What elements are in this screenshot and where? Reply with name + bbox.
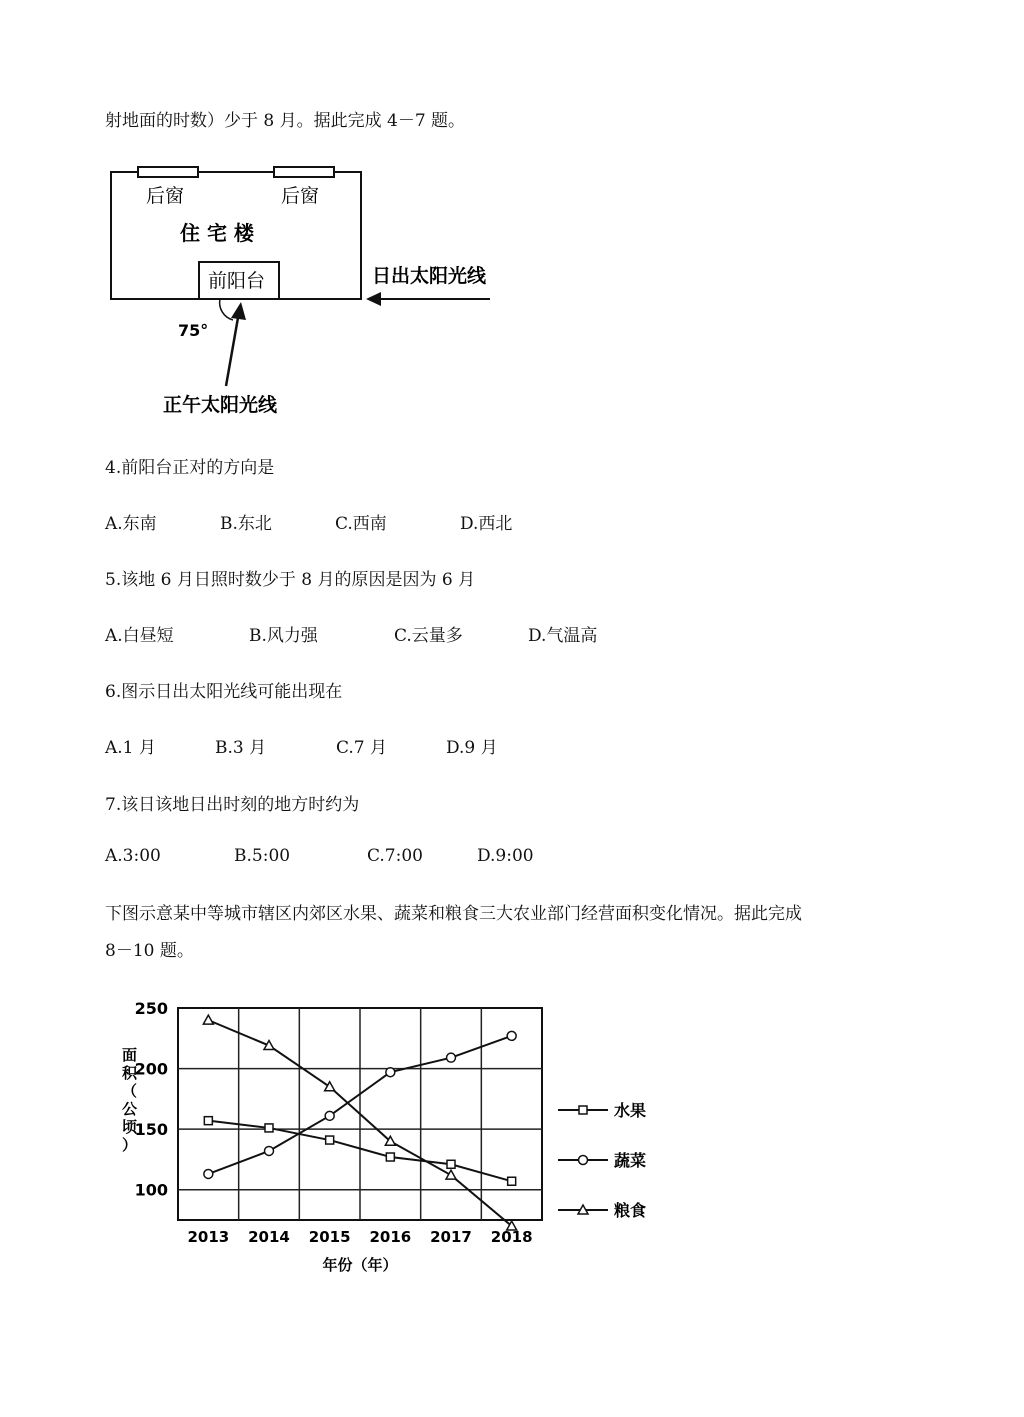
legend-label: 水果 [614,1101,647,1120]
x-axis-title: 年份（年） [322,1256,398,1274]
x-tick-label: 2014 [248,1228,290,1246]
option: D.气温高 [528,626,598,646]
data-point-circle [325,1111,334,1120]
front-balcony-label: 前阳台 [208,270,266,292]
question-4: 4.前阳台正对的方向是 [105,458,275,478]
y-tick-label: 150 [134,1120,168,1140]
question-6: 6.图示日出太阳光线可能出现在 [105,682,343,702]
option: D.9:00 [477,846,534,866]
legend-label: 蔬菜 [614,1151,647,1170]
sunrise-arrowhead [366,292,381,306]
data-point-circle [579,1156,588,1165]
building-diagram [100,160,620,430]
data-point-triangle [446,1170,456,1179]
data-point-square [579,1106,587,1114]
legend-label: 粮食 [614,1201,647,1220]
data-point-square [265,1124,273,1132]
option: B.5:00 [234,846,291,866]
option: A.3:00 [105,846,161,866]
area-change-chart [100,990,660,1280]
option: A.1 月 [105,738,156,758]
data-point-circle [507,1031,516,1040]
y-tick-label: 200 [134,1059,168,1079]
intro-text: 射地面的时数）少于 8 月。据此完成 4－7 题。 [105,111,466,131]
y-tick-label: 100 [134,1180,168,1200]
rear-window-left [138,167,198,177]
data-point-square [204,1117,212,1125]
noon-ray-label: 正午太阳光线 [163,394,278,416]
option: C.7 月 [336,738,388,758]
noon-arrowhead [231,302,246,320]
option: B.3 月 [215,738,267,758]
x-tick-label: 2013 [187,1228,230,1246]
data-point-square [447,1160,455,1168]
option: C.7:00 [367,846,423,866]
data-point-square [386,1153,394,1161]
data-point-circle [386,1068,395,1077]
data-point-circle [265,1146,274,1155]
data-point-circle [204,1169,213,1178]
option: D.西北 [460,514,513,534]
angle-label: 75° [178,321,209,340]
y-axis-title: 面积（公顷） [122,1046,138,1154]
x-tick-label: 2016 [369,1228,412,1246]
intro2-line2: 8－10 题。 [105,941,194,961]
x-tick-label: 2015 [308,1228,351,1246]
x-tick-label: 2018 [490,1228,533,1246]
option: D.9 月 [446,738,498,758]
angle-arc [220,299,233,320]
option: B.东北 [220,514,272,534]
option: C.云量多 [394,626,463,646]
rear-window-right [274,167,334,177]
option: C.西南 [335,514,387,534]
sunrise-ray-label: 日出太阳光线 [372,265,487,287]
option: B.风力强 [249,626,318,646]
intro2-line1: 下图示意某中等城市辖区内郊区水果、蔬菜和粮食三大农业部门经营面积变化情况。据此完成 [105,904,802,924]
building-label: 住 宅 楼 [180,221,254,245]
x-tick-label: 2017 [430,1228,472,1246]
data-point-triangle [325,1082,335,1091]
data-point-circle [447,1053,456,1062]
option: A.东南 [105,514,157,534]
rear-window-right-label: 后窗 [281,185,320,207]
y-tick-label: 250 [134,999,168,1018]
data-point-triangle [203,1015,213,1024]
data-point-square [326,1136,334,1144]
question-7: 7.该日该地日出时刻的地方时约为 [105,795,360,815]
rear-window-left-label: 后窗 [146,185,185,207]
question-5: 5.该地 6 月日照时数少于 8 月的原因是因为 6 月 [105,570,476,590]
data-point-square [508,1177,516,1185]
option: A.白昼短 [105,626,174,646]
